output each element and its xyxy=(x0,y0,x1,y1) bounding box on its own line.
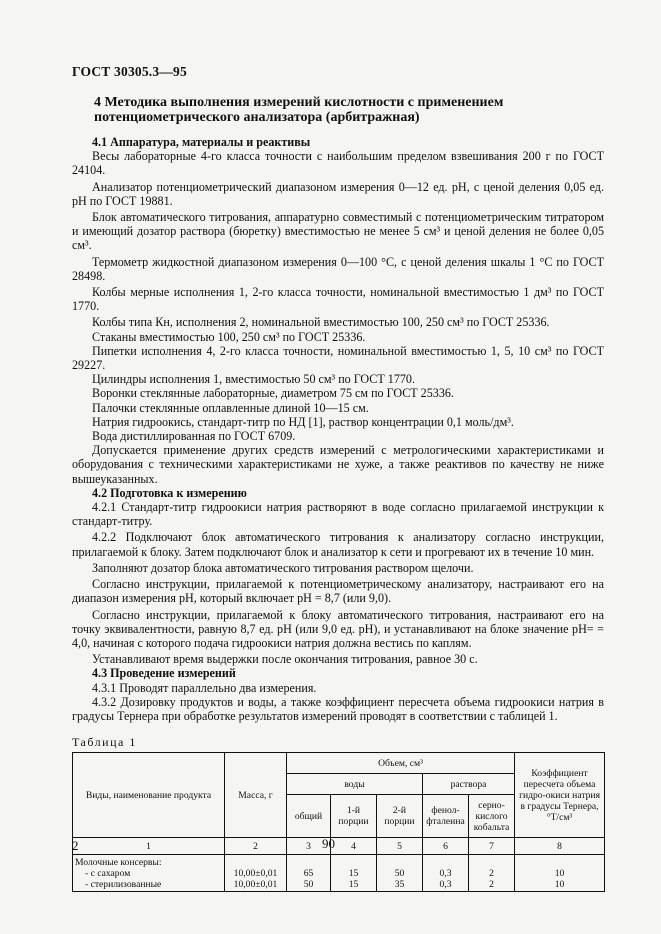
paragraph: Анализатор потенциометрический диапазоном измерения 0—12 ед. рН, с ценой деления 0,05 ед. рН по ГОСТ 19881. xyxy=(72,179,604,208)
paragraph: Колбы типа Кн, исполнения 2, номинальной вместимостью 100, 250 см³ по ГОСТ 25336. xyxy=(92,315,550,330)
mass-value: 10,00±0,01 xyxy=(233,879,278,891)
header-first-portion: 1-й порции xyxy=(331,795,377,838)
first-portion-cell xyxy=(331,855,377,892)
header-cobalt-sulfate: серно-кислого кобальта xyxy=(469,795,515,838)
paragraph: Стаканы вместимостью 100, 250 см³ по ГОСТ 25336. xyxy=(92,329,366,344)
paragraph: Вода дистиллированная по ГОСТ 6709. xyxy=(92,429,296,444)
page-number: 90 xyxy=(322,836,335,851)
coefficient-value: 10 xyxy=(554,868,565,880)
product-group: Молочные консервы: xyxy=(75,857,162,869)
first-portion-value: 15 xyxy=(348,879,359,891)
subsection-4-1 xyxy=(72,149,604,486)
paragraph: 4.2.2 Подключают блок автоматического титрования к анализатору согласно инструкции, прилагаемой к блоку. Затем подключают блок и анализатор к сети и прогревают их в течение 10 мин. xyxy=(72,530,604,559)
header-solution: раствора xyxy=(423,774,515,795)
footer-left-number: 2 xyxy=(72,838,79,853)
product-name: - с сахаром xyxy=(85,868,131,880)
section-title: 4 Методика выполнения измерений кислотности с применением потенциометрического анализатора (арбитражная) xyxy=(94,95,504,125)
paragraph: Цилиндры исполнения 1, вместимостью 50 см³ по ГОСТ 1770. xyxy=(92,372,415,387)
paragraph: Палочки стеклянные оплавленные длиной 10—15 см. xyxy=(92,400,369,415)
paragraph: 4.3.1 Проводят параллельно два измерения. xyxy=(92,680,317,695)
second-portion-cell xyxy=(377,855,423,892)
document-body xyxy=(72,95,604,892)
document-code: ГОСТ 30305.3—95 xyxy=(72,64,187,79)
column-number: 5 xyxy=(377,838,423,855)
subsection-4-2 xyxy=(72,500,604,666)
data-table xyxy=(72,752,605,892)
total-cell xyxy=(287,855,331,892)
header-water: воды xyxy=(287,774,423,795)
column-number: 2 xyxy=(225,838,287,855)
header-total: общий xyxy=(287,795,331,838)
table-row xyxy=(73,855,605,892)
phenolphthalein-cell xyxy=(423,855,469,892)
paragraph: Согласно инструкции, прилагаемой к потенциометрическому анализатору, настраивают его на диапазон измерения рН, который включает рН = 8,7 (или 9,0). xyxy=(72,577,604,606)
header-mass: Масса, г xyxy=(225,753,287,838)
cobalt-value: 2 xyxy=(489,879,494,891)
subsection-4-3-title: 4.3 Проведение измерений xyxy=(92,666,236,681)
header-volume: Объем, см³ xyxy=(287,753,515,774)
subsection-4-2-title: 4.2 Подготовка к измерению xyxy=(92,485,247,500)
paragraph: Термометр жидкостной диапазоном измерения 0—100 °С, с ценой деления шкалы 1 °С по ГОСТ 28498. xyxy=(72,254,604,283)
column-number: 3 xyxy=(287,838,331,855)
paragraph: 4.3.2 Дозировку продуктов и воды, а также коэффициент пересчета объема гидроокиси натрия в градусы Тернера при обработке результатов измерений проводят в соответствии с таблицей 1. xyxy=(72,694,604,723)
mass-cell xyxy=(225,855,287,892)
second-portion-value: 50 xyxy=(394,868,405,880)
product-name: - стерилизованные xyxy=(85,879,162,891)
total-value: 65 xyxy=(303,868,314,880)
total-value: 50 xyxy=(303,879,314,891)
column-number: 8 xyxy=(515,838,605,855)
table-caption: Таблица 1 xyxy=(72,735,137,750)
paragraph: Натрия гидроокись, стандарт-титр по НД [1], раствор концентрации 0,1 моль/дм³. xyxy=(92,414,514,429)
paragraph: Заполняют дозатор блока автоматического титрования раствором щелочи. xyxy=(92,560,474,575)
paragraph: Колбы мерные исполнения 1, 2-го класса точности, номинальной вместимостью 1 дм³ по ГОСТ 1770. xyxy=(72,285,604,314)
paragraph: 4.2.1 Стандарт-титр гидроокиси натрия растворяют в воде согласно прилагаемой инструкции к стандарт-титру. xyxy=(72,500,604,529)
phenolphthalein-value: 0,3 xyxy=(439,868,452,880)
paragraph: Согласно инструкции, прилагаемой к блоку автоматического титрования, настраивают его на точку эквивалентности, равную 8,7 ед. рН (или 9,0 ед. рН), и устанавливают на блоке значение рН= = 4,0, начиная с которого подача гидроокиси натрия должна вестись по каплям. xyxy=(72,607,604,650)
column-number: 4 xyxy=(331,838,377,855)
paragraph: Допускается применение других средств измерений с метрологическими характеристиками и оборудования с техническими характеристиками не хуже, а также реактивов по качеству не ниже вышеуказанных. xyxy=(72,443,604,486)
subsection-4-3 xyxy=(72,681,604,724)
column-number: 6 xyxy=(423,838,469,855)
header-second-portion: 2-й порции xyxy=(377,795,423,838)
product-cell xyxy=(73,855,225,892)
second-portion-value: 35 xyxy=(394,879,405,891)
paragraph: Весы лабораторные 4-го класса точности с наибольшим пределом взвешивания 200 г по ГОСТ 24104. xyxy=(72,149,604,178)
mass-value: 10,00±0,01 xyxy=(233,868,278,880)
cobalt-cell xyxy=(469,855,515,892)
paragraph: Пипетки исполнения 4, 2-го класса точности, номинальной вместимостью 1, 5, 10 см³ по ГОСТ 29227. xyxy=(72,343,604,373)
header-phenolphthalein: фенол-фталеина xyxy=(423,795,469,838)
header-kind: Виды, наименование продукта xyxy=(73,753,225,838)
coefficient-value: 10 xyxy=(554,879,565,891)
header-coefficient: Коэффициент пересчета объема гидро-окиси натрия в градусы Тернера, °Т/см³ xyxy=(515,753,605,838)
subsection-4-1-title: 4.1 Аппаратура, материалы и реактивы xyxy=(92,135,311,149)
coefficient-cell xyxy=(515,855,605,892)
column-number: 1 xyxy=(73,838,225,855)
paragraph: Устанавливают время выдержки после окончания титрования, равное 30 с. xyxy=(92,652,478,667)
column-number: 7 xyxy=(469,838,515,855)
paragraph: Воронки стеклянные лабораторные, диаметром 75 см по ГОСТ 25336. xyxy=(92,386,454,401)
first-portion-value: 15 xyxy=(348,868,359,880)
phenolphthalein-value: 0,3 xyxy=(439,879,452,891)
cobalt-value: 2 xyxy=(489,868,494,880)
paragraph: Блок автоматического титрования, аппаратурно совместимый с потенциометрическим титратором и имеющий дозатор раствора (бюретку) вместимостью не менее 5 см³ и ценой деления не более 0,05 см³. xyxy=(72,210,604,253)
